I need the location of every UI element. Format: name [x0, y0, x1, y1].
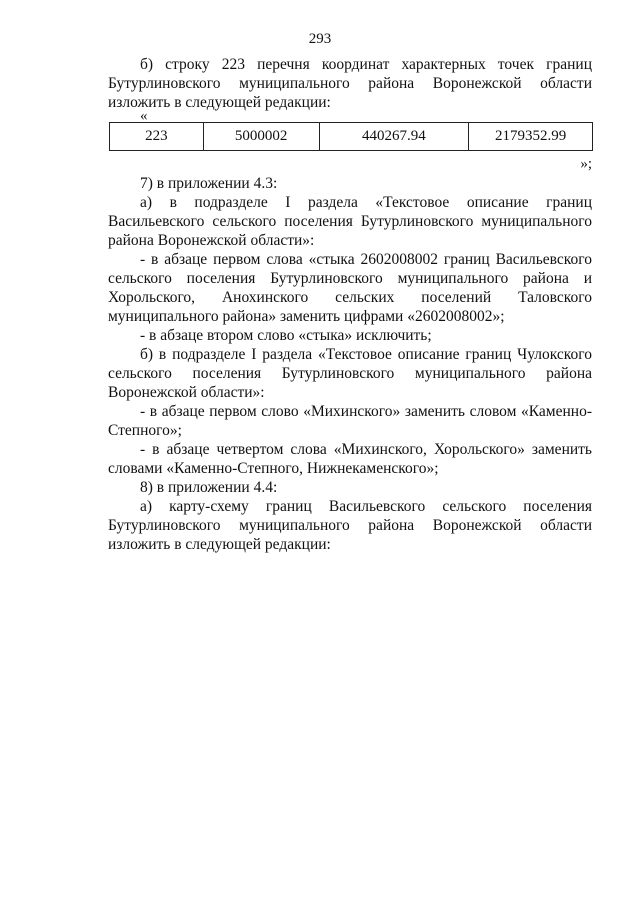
paragraph-a-map-scheme: а) карту-схему границ Васильевского сельского поселения Бутурлиновского муниципального района Воронежской области изложить в следующей редакции:: [108, 498, 592, 553]
paragraph-second-abzac: - в абзаце втором слово «стыка» исключить;: [140, 327, 432, 344]
paragraph-8-appendix-4-4: 8) в приложении 4.4:: [140, 479, 278, 496]
paragraph-first-abzac-mikhinskogo: - в абзаце первом слово «Михинского» заменить словом «Каменно-Степного»;: [108, 403, 592, 439]
quote-open: «: [140, 108, 148, 124]
table-row: [110, 123, 593, 151]
table-cell-y: 2179352.99: [469, 123, 593, 151]
paragraph-b-chulokskoe: б) в подразделе I раздела «Текстовое описание границ Чулокского сельского поселения Бутурлиновского муниципального района Воронежской области»:: [108, 346, 592, 401]
page-number: 293: [308, 31, 332, 47]
paragraph-a-vasilyevskoe: а) в подразделе I раздела «Текстовое описание границ Васильевского сельского поселения Бутурлиновского муниципального района Воронежской области»:: [108, 194, 592, 249]
paragraph-fourth-abzac: - в абзаце четвертом слова «Михинского, Хорольского» заменить словами «Каменно-Степного, Нижнекаменского»;: [108, 441, 592, 477]
table-cell-code: 5000002: [203, 123, 319, 151]
table-cell-x: 440267.94: [319, 123, 469, 151]
paragraph-b-line223: б) строку 223 перечня координат характерных точек границ Бутурлиновского муниципального района Воронежской области изложить в следующей редакции:: [108, 56, 592, 111]
table-cell-point-number: 223: [110, 123, 204, 151]
paragraph-first-abzac: - в абзаце первом слова «стыка 2602008002 границ Васильевского сельского поселения Бутурлиновского муниципального района и Хорольского, Анохинского сельских поселений Таловского муниципального района» заменить цифрами «2602008002»;: [108, 251, 592, 325]
coordinates-table: [109, 122, 593, 151]
paragraph-7-appendix-4-3: 7) в приложении 4.3:: [140, 175, 278, 192]
quote-close: »;: [580, 156, 592, 172]
